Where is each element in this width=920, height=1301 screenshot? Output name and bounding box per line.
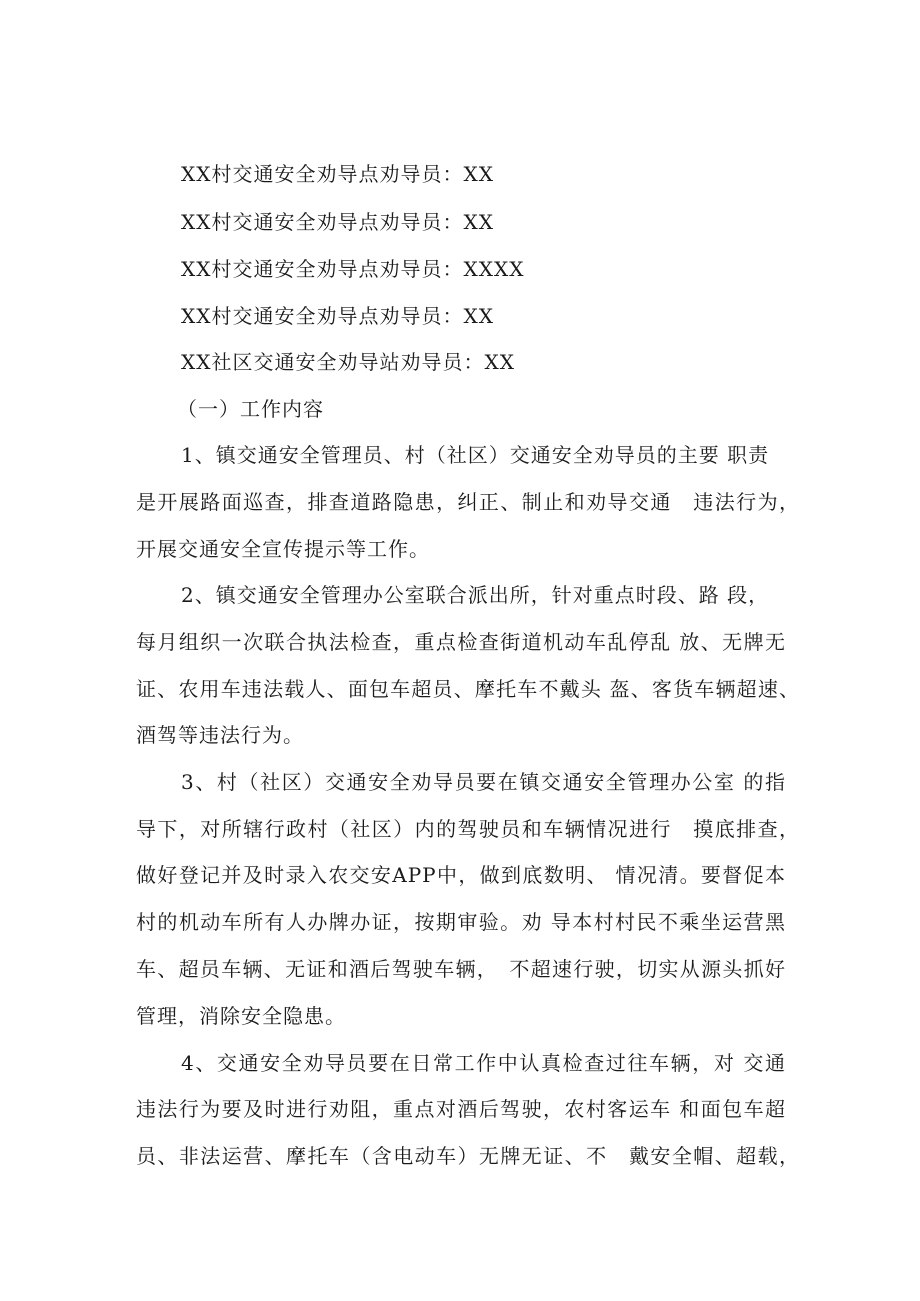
paragraph-line: 3、村（社区）交通安全劝导员要在镇交通安全管理办公室 的指 — [181, 770, 786, 794]
staff-line: XX村交通安全劝导点劝导员：XX — [181, 210, 494, 234]
paragraph-line: 每月组织一次联合执法检查，重点检查街道机动车乱停乱 放、无牌无 — [136, 630, 786, 654]
paragraph-line: 2、镇交通安全管理办公室联合派出所，针对重点时段、路 段， — [181, 583, 770, 607]
section-heading: （一）工作内容 — [177, 397, 324, 421]
staff-line: XX村交通安全劝导点劝导员：XX — [181, 304, 494, 328]
staff-line: XX村交通安全劝导点劝导员：XX — [181, 162, 494, 186]
staff-line: XX村交通安全劝导点劝导员：XXXX — [181, 257, 525, 281]
paragraph-line: 车、超员车辆、无证和酒后驾驶车辆， 不超速行驶，切实从源头抓好 — [136, 957, 786, 981]
paragraph-line: 做好登记并及时录入农交安APP中，做到底数明、 情况清。要督促本 — [136, 863, 786, 887]
paragraph-line: 开展交通安全宣传提示等工作。 — [136, 537, 430, 561]
paragraph-line: 员、非法运营、摩托车（含电动车）无牌无证、不 戴安全帽、超载， — [136, 1144, 800, 1168]
paragraph-line: 证、农用车违法载人、面包车超员、摩托车不戴头 盔、客货车辆超速、 — [136, 677, 800, 701]
paragraph-line: 4、交通安全劝导员要在日常工作中认真检查过往车辆，对 交通 — [181, 1051, 786, 1075]
paragraph-line: 导下，对所辖行政村（社区）内的驾驶员和车辆情况进行 摸底排查， — [136, 817, 800, 841]
paragraph-line: 管理，消除安全隐患。 — [136, 1004, 346, 1028]
paragraph-line: 村的机动车所有人办牌办证，按期审验。劝 导本村村民不乘坐运营黑 — [136, 910, 786, 934]
paragraph-line: 是开展路面巡查，排查道路隐患，纠正、制止和劝导交通 违法行为， — [136, 490, 800, 514]
paragraph-line: 1、镇交通安全管理员、村（社区）交通安全劝导员的主要 职责 — [181, 443, 770, 467]
staff-line: XX社区交通安全劝导站劝导员：XX — [181, 350, 515, 374]
paragraph-line: 酒驾等违法行为。 — [136, 723, 304, 747]
paragraph-line: 违法行为要及时进行劝阻，重点对酒后驾驶，农村客运车 和面包车超 — [136, 1097, 786, 1121]
